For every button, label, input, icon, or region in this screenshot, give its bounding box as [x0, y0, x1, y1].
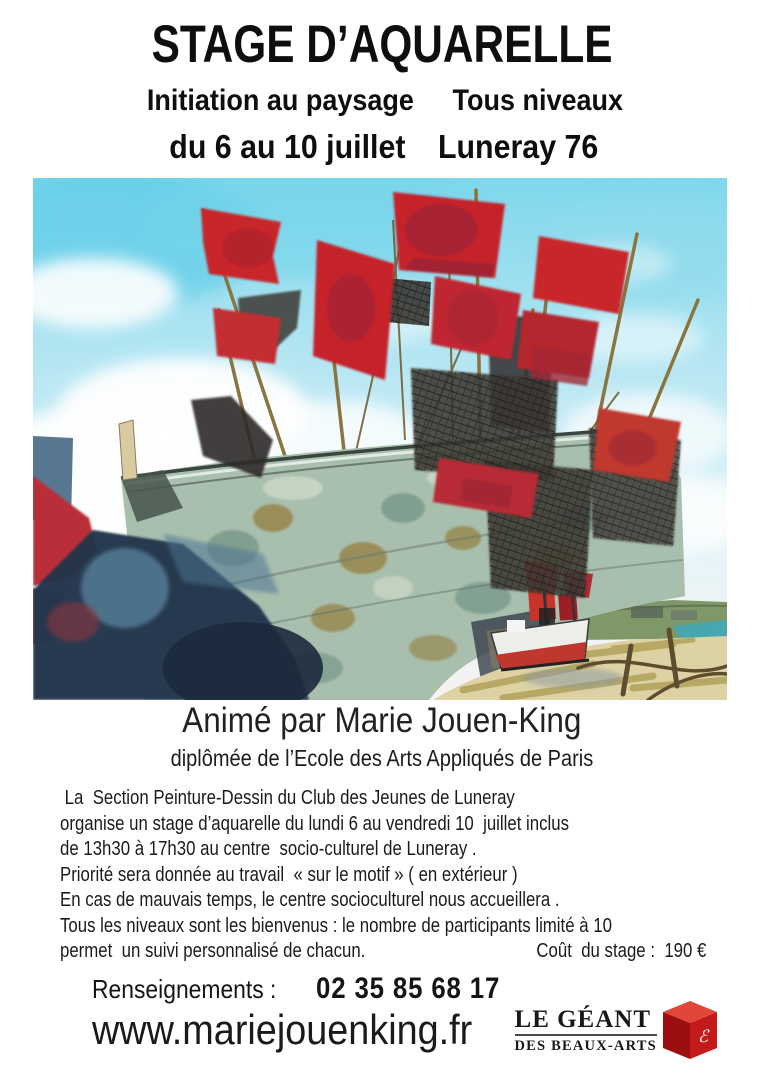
watercolor-painting-svg [33, 178, 727, 700]
author-credentials: diplômée de l’Ecole des Arts Appliqués de Paris [170, 745, 594, 771]
body-line: Priorité sera donnée au travail « sur le motif » ( en extérieur ) [60, 863, 518, 886]
body-line: La Section Peinture-Dessin du Club des Jeunes de Luneray [60, 787, 515, 809]
distant-structure [671, 610, 697, 620]
brand-cube-icon [662, 1000, 718, 1060]
author-section [0, 701, 764, 772]
distant-structure [631, 606, 663, 618]
page-title [0, 17, 764, 73]
subtitle-right: Tous niveaux [452, 83, 623, 117]
body-line: Tous les niveaux sont les bienvenus : le nombre de participants limité à 10 [60, 914, 612, 937]
body-last-line [60, 939, 706, 965]
brand-divider [515, 1034, 657, 1036]
poster-dateline [0, 128, 764, 166]
brand-logo [515, 1000, 718, 1060]
body-line: En cas de mauvais temps, le centre socioculturel nous accueillera . [60, 889, 560, 911]
website-url: www.mariejouenking.fr [92, 1006, 473, 1053]
cube-glyph: ℰ [697, 1027, 709, 1046]
contact-label: Renseignements : [92, 974, 277, 1004]
page-title-text: STAGE D’AQUARELLE [151, 15, 613, 74]
poster-header [0, 0, 764, 166]
brand-subname: DES BEAUX-ARTS [514, 1037, 657, 1054]
brand-name: LE GÉANT [514, 1005, 652, 1033]
body-line: de 13h30 à 17h30 au centre socio-culturel de Luneray . [60, 838, 477, 860]
cost-label: Coût du stage : 190 € [536, 940, 706, 962]
location: Luneray 76 [438, 127, 599, 165]
poster-subtitle [0, 84, 764, 118]
body-line: organise un stage d’aquarelle du lundi 6 au vendredi 10 juillet inclus [60, 812, 570, 835]
subtitle-left: Initiation au paysage [146, 83, 414, 117]
brand-logo-text [515, 1007, 657, 1054]
body-line: permet un suivi personnalisé de chacun. [60, 940, 366, 962]
author-name: Animé par Marie Jouen-King [182, 701, 582, 740]
date-range: du 6 au 10 juillet [168, 127, 405, 165]
description-text [60, 786, 706, 965]
phone-number: 02 35 85 68 17 [315, 972, 500, 1005]
footer-row [92, 1000, 708, 1060]
watercolor-painting [33, 178, 727, 700]
